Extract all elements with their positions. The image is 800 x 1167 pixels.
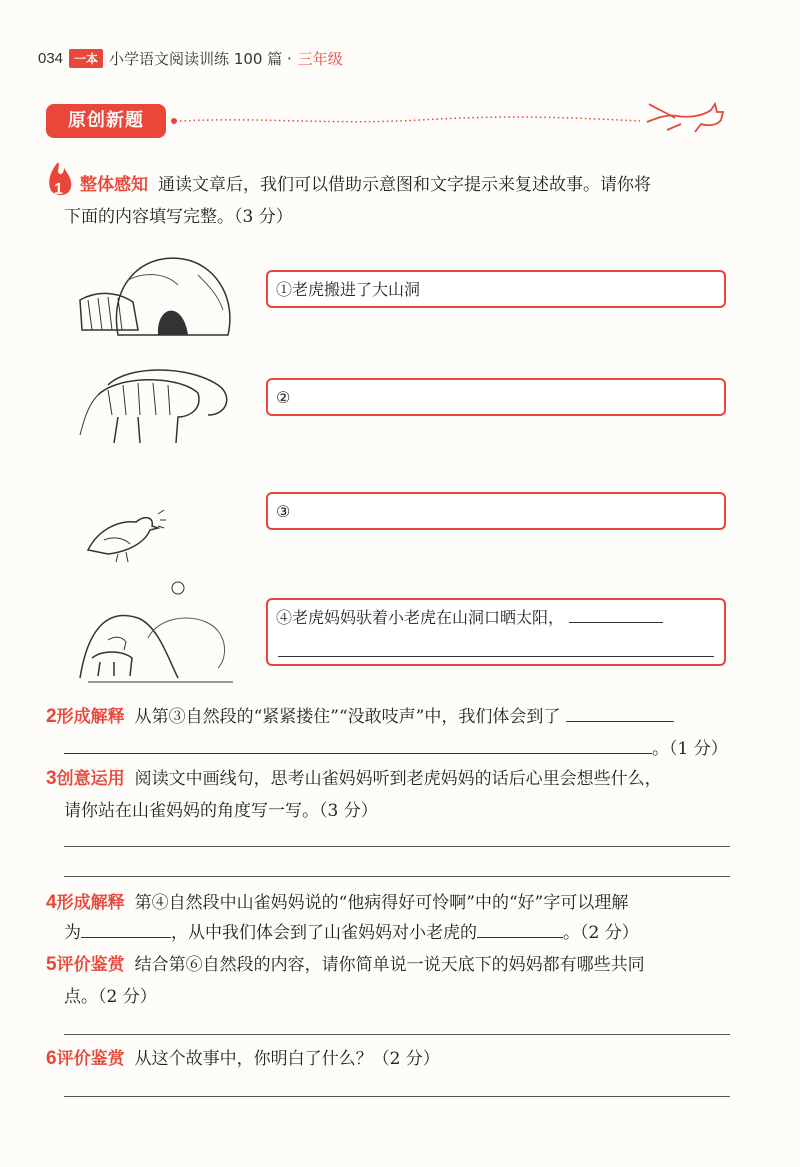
question-4-line2: 为 ，从中我们体会到了山雀妈妈对小老虎的 。（2 分） bbox=[64, 916, 639, 950]
dotted-divider bbox=[0, 0, 800, 160]
question-2-line2: 。（1 分） bbox=[64, 732, 728, 766]
answer-box-2[interactable]: ② bbox=[266, 378, 726, 416]
question-4-blank-1[interactable] bbox=[81, 917, 171, 938]
question-6-line1: 6评价鉴赏 从这个故事中，你明白了什么？（2 分） bbox=[46, 1048, 440, 1069]
tiger-cave-illustration bbox=[78, 240, 238, 340]
grade-label: 三年级 bbox=[297, 50, 343, 68]
question-1-tag: 整体感知 bbox=[80, 175, 148, 195]
book-title: 小学语文阅读训练 100 篇 · bbox=[109, 50, 292, 68]
answer-box-4-blank[interactable] bbox=[569, 602, 663, 623]
question-5-line1: 5评价鉴赏 结合第⑥自然段的内容，请你简单说一说天底下的妈妈都有哪些共同 bbox=[46, 954, 645, 975]
tiger-walking-illustration bbox=[78, 355, 238, 450]
question-3-answer-line-1[interactable] bbox=[64, 846, 730, 847]
question-5-line2: 点。（2 分） bbox=[64, 987, 157, 1007]
tigers-sunbathing-illustration bbox=[78, 578, 238, 688]
question-2-line1: 2形成解释 从第③自然段的“紧紧搂住”“没敢吱声”中，我们体会到了 bbox=[46, 700, 674, 734]
question-3-line1: 3创意运用 阅读文中画线句，思考山雀妈妈听到老虎妈妈的话后心里会想些什么， bbox=[46, 768, 662, 789]
question-4-blank-2[interactable] bbox=[477, 917, 563, 938]
question-5-answer-line[interactable] bbox=[64, 1034, 730, 1035]
question-1-line1: 整体感知 通读文章后，我们可以借助示意图和文字提示来复述故事。请你将 bbox=[80, 175, 651, 195]
bird-illustration bbox=[78, 500, 168, 570]
question-2-blank-2[interactable] bbox=[64, 733, 652, 754]
section-banner: 原创新题 bbox=[46, 104, 166, 138]
answer-box-1: ①老虎搬进了大山洞 bbox=[266, 270, 726, 308]
svg-text:1: 1 bbox=[54, 181, 63, 198]
question-1-line2: 下面的内容填写完整。（3 分） bbox=[64, 207, 293, 227]
running-cat-icon bbox=[647, 104, 723, 132]
question-4-line1: 4形成解释 第④自然段中山雀妈妈说的“他病得好可怜啊”中的“好”字可以理解 bbox=[46, 892, 629, 913]
answer-box-4-line[interactable] bbox=[278, 656, 714, 657]
answer-box-3[interactable]: ③ bbox=[266, 492, 726, 530]
answer-box-4[interactable]: ④老虎妈妈驮着小老虎在山洞口晒太阳， bbox=[266, 598, 726, 666]
flame-icon bbox=[46, 160, 76, 200]
question-3-answer-line-2[interactable] bbox=[64, 876, 730, 877]
question-3-line2: 请你站在山雀妈妈的角度写一写。（3 分） bbox=[64, 801, 378, 821]
question-2-blank-1[interactable] bbox=[566, 701, 674, 722]
page-number: 034 bbox=[38, 50, 64, 67]
question-6-answer-line[interactable] bbox=[64, 1096, 730, 1097]
brand-badge: 一本 bbox=[69, 49, 103, 68]
